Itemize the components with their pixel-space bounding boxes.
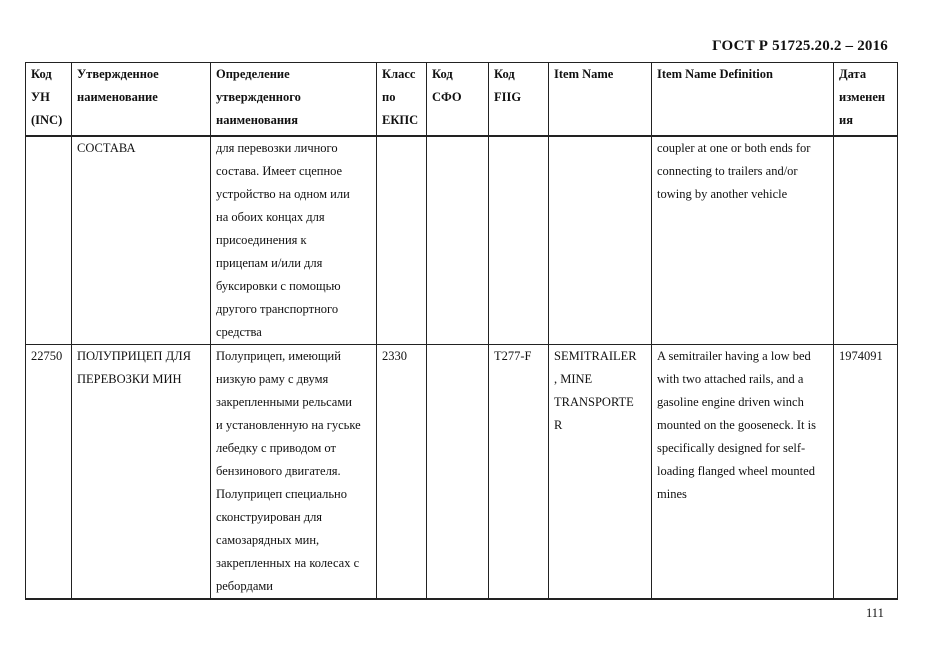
cell-sfo [427, 345, 489, 600]
cell-inc: 22750 [26, 345, 72, 600]
table-header-row [26, 63, 898, 137]
page-number: 111 [866, 606, 884, 620]
cell-item-definition: coupler at one or both ends for connecting to trailers and/or towing by another vehicle [652, 136, 834, 345]
document-standard-number: ГОСТ Р 51725.20.2 – 2016 [712, 38, 888, 54]
col-header-approved-name: Утвержденное наименование [72, 63, 211, 137]
cell-approved-name: ПОЛУПРИЦЕП ДЛЯ ПЕРЕВОЗКИ МИН [72, 345, 211, 600]
cell-class [377, 136, 427, 345]
cell-fiig [489, 136, 549, 345]
cell-definition: Полуприцеп, имеющий низкую раму с двумя закрепленными рельсами и установленную на гуське лебедку с приводом от бензинового двигателя. Полуприцеп специально сконструирован для самозарядных мин, закрепленных на колесах с ребордами [211, 345, 377, 600]
col-header-inc: Код УН (INC) [26, 63, 72, 137]
cell-item-name: SEMITRAILER , MINE TRANSPORTE R [549, 345, 652, 600]
cell-inc [26, 136, 72, 345]
cell-approved-name: СОСТАВА [72, 136, 211, 345]
col-header-item-definition: Item Name Definition [652, 63, 834, 137]
cell-date: 1974091 [834, 345, 898, 600]
cell-definition: для перевозки личного состава. Имеет сцепное устройство на одном или на обоих концах для присоединения к прицепам и/или для буксировки с помощью другого транспортного средства [211, 136, 377, 345]
cell-date [834, 136, 898, 345]
cell-class: 2330 [377, 345, 427, 600]
col-header-fiig: Код FIIG [489, 63, 549, 137]
col-header-sfo: Код СФО [427, 63, 489, 137]
cell-sfo [427, 136, 489, 345]
table-row [26, 136, 898, 345]
catalog-table [25, 62, 898, 600]
table-row [26, 345, 898, 600]
cell-item-name [549, 136, 652, 345]
cell-fiig: T277-F [489, 345, 549, 600]
col-header-date: Дата изменен ия [834, 63, 898, 137]
cell-item-definition: A semitrailer having a low bed with two attached rails, and a gasoline engine driven winch mounted on the gooseneck. It is specifically designed for self- loading flanged wheel mounted mines [652, 345, 834, 600]
col-header-class: Класс по ЕКПС [377, 63, 427, 137]
col-header-item-name: Item Name [549, 63, 652, 137]
col-header-definition: Определение утвержденного наименования [211, 63, 377, 137]
